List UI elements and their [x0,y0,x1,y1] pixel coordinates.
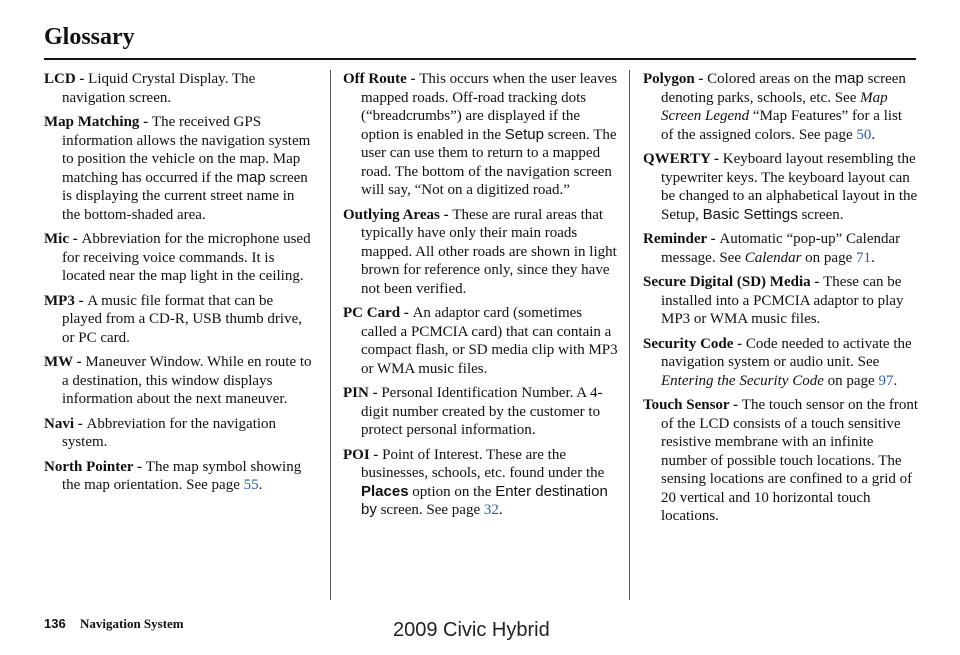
entry-mw [44,353,316,409]
entry-qwerty [643,150,918,224]
entry-map-matching [44,113,316,224]
entry-reminder [643,230,918,267]
entry-poi [343,446,618,520]
term: Secure Digital (SD) Media - [643,274,824,290]
definition: screen. The user can use them to return to a mapped road. The bottom of the navigation screen will say, “Not on a digitized road.” [361,126,617,198]
entry-lcd [44,70,316,107]
definition: Colored areas on the [707,71,835,87]
entry-pc-card [343,304,618,378]
page-link[interactable]: 32 [483,502,499,518]
term: Polygon - [643,71,708,87]
definition: screen. See page [376,502,484,518]
ui-label-basic-settings: Basic Settings [702,205,798,223]
entry-sd-media [643,273,918,329]
page-link[interactable]: 71 [855,249,871,266]
column-divider [629,70,630,600]
term: QWERTY - [643,151,723,167]
definition: Keyboard layout resembling the typewriter keys. The keyboard layout can be changed to an alphabetical layout in the Setup, [661,151,918,223]
term: Off Route - [343,71,420,87]
definition: “Map Features” for a list of the assigned colors. See page [661,108,903,143]
term: Reminder - [643,231,720,247]
entry-off-route [343,70,618,200]
definition: Liquid Crystal Display. The navigation screen. [62,71,256,106]
page-title: Glossary [44,24,135,50]
definition: screen denoting parks, schools, etc. See [661,71,906,106]
reference-title: Map Screen Legend [661,89,888,124]
term: MP3 - [44,292,88,309]
definition: These can be installed into a PCMCIA adaptor to play MP3 or WMA music files. [661,274,904,327]
ui-label-setup: Setup [504,125,544,143]
term: Security Code - [643,335,746,352]
page-number: 136 [44,616,66,631]
definition: on page [823,372,879,389]
entry-polygon [643,70,918,144]
column-divider [330,70,331,600]
term: MW - [44,354,86,370]
ui-label-places: Places [361,482,409,500]
title-rule [44,58,916,60]
entry-pin [343,384,618,440]
definition: This occurs when the user leaves mapped roads. Off-road tracking dots (“breadcrumbs”) are displayed if the option is enabled in the [361,71,618,143]
term: PIN - [343,385,382,401]
definition: Personal Identification Number. A 4-digit number created by the customer to protect personal information. [361,385,603,438]
term: Outlying Areas - [343,206,453,223]
page-link[interactable]: 97 [878,372,894,389]
definition: Point of Interest. These are the businesses, schools, etc. found under the [361,446,605,481]
term: POI - [343,446,383,463]
definition: The map symbol showing the map orientation. See page [62,458,302,493]
definition: option on the [408,483,496,500]
term: PC Card - [343,305,413,321]
definition: screen is displaying the current street name in the bottom-shaded area. [62,169,308,223]
definition: Automatic “pop-up” Calendar message. See [661,231,901,266]
definition: . [893,372,898,389]
definition: screen. [797,206,844,223]
entry-outlying-areas [343,206,618,299]
definition: . [498,502,503,518]
entry-navi [44,415,316,452]
ui-label-map: map [834,70,864,87]
term: Map Matching - [44,114,152,130]
definition: A music file format that can be played from a CD-R, USB thumb drive, or PC card. [62,292,302,346]
entry-north-pointer [44,458,316,495]
glossary-column-1 [44,70,316,501]
definition: Code needed to activate the navigation system or audio unit. See [661,335,912,370]
page-link[interactable]: 50 [856,126,872,143]
reference-title: Calendar [744,249,802,266]
definition: . [870,249,875,266]
definition: The touch sensor on the front of the LCD consists of a touch sensitive resistive membrane with an infinite number of possible touch locations. The sensing locations are confined to a grid of 20 vertical and 10 horizontal touch locations. [661,397,919,524]
term: LCD - [44,71,89,87]
definition: Abbreviation for the navigation system. [62,415,277,450]
entry-mic [44,230,316,286]
glossary-column-2 [343,70,618,526]
definition: Maneuver Window. While en route to a destination, this window displays information about the next maneuver. [62,354,312,407]
entry-mp3 [44,292,316,348]
definition: on page [801,249,856,266]
entry-touch-sensor [643,396,918,526]
term: North Pointer - [44,458,146,475]
definition: The received GPS information allows the navigation system to position the vehicle on the map. Map matching has occurred if the [62,114,311,186]
definition: . [871,126,876,143]
entry-security-code [643,335,918,391]
glossary-column-3 [643,70,918,532]
definition: . [258,477,263,493]
watermark: 2009 Civic Hybrid [393,619,550,641]
definition: Abbreviation for the microphone used for receiving voice commands. It is located near the map light in the ceiling. [62,231,311,284]
ui-label-map: map [236,168,266,186]
page-link[interactable]: 55 [243,477,259,493]
definition: These are rural areas that typically have only their main roads mapped. All other roads are shown in light brown for reference only, since they have not been verified. [361,206,617,297]
term: Mic - [44,231,82,247]
definition: An adaptor card (sometimes called a PCMCIA card) that can contain a compact flash, or SD media clip with MP3 or WMA music files. [361,305,618,377]
reference-title: Entering the Security Code [661,372,824,389]
ui-label-enter-destination-by: Enter destination by [361,482,608,518]
footer-section-title: Navigation System [80,616,184,631]
term: Touch Sensor - [643,397,742,413]
term: Navi - [44,415,87,432]
